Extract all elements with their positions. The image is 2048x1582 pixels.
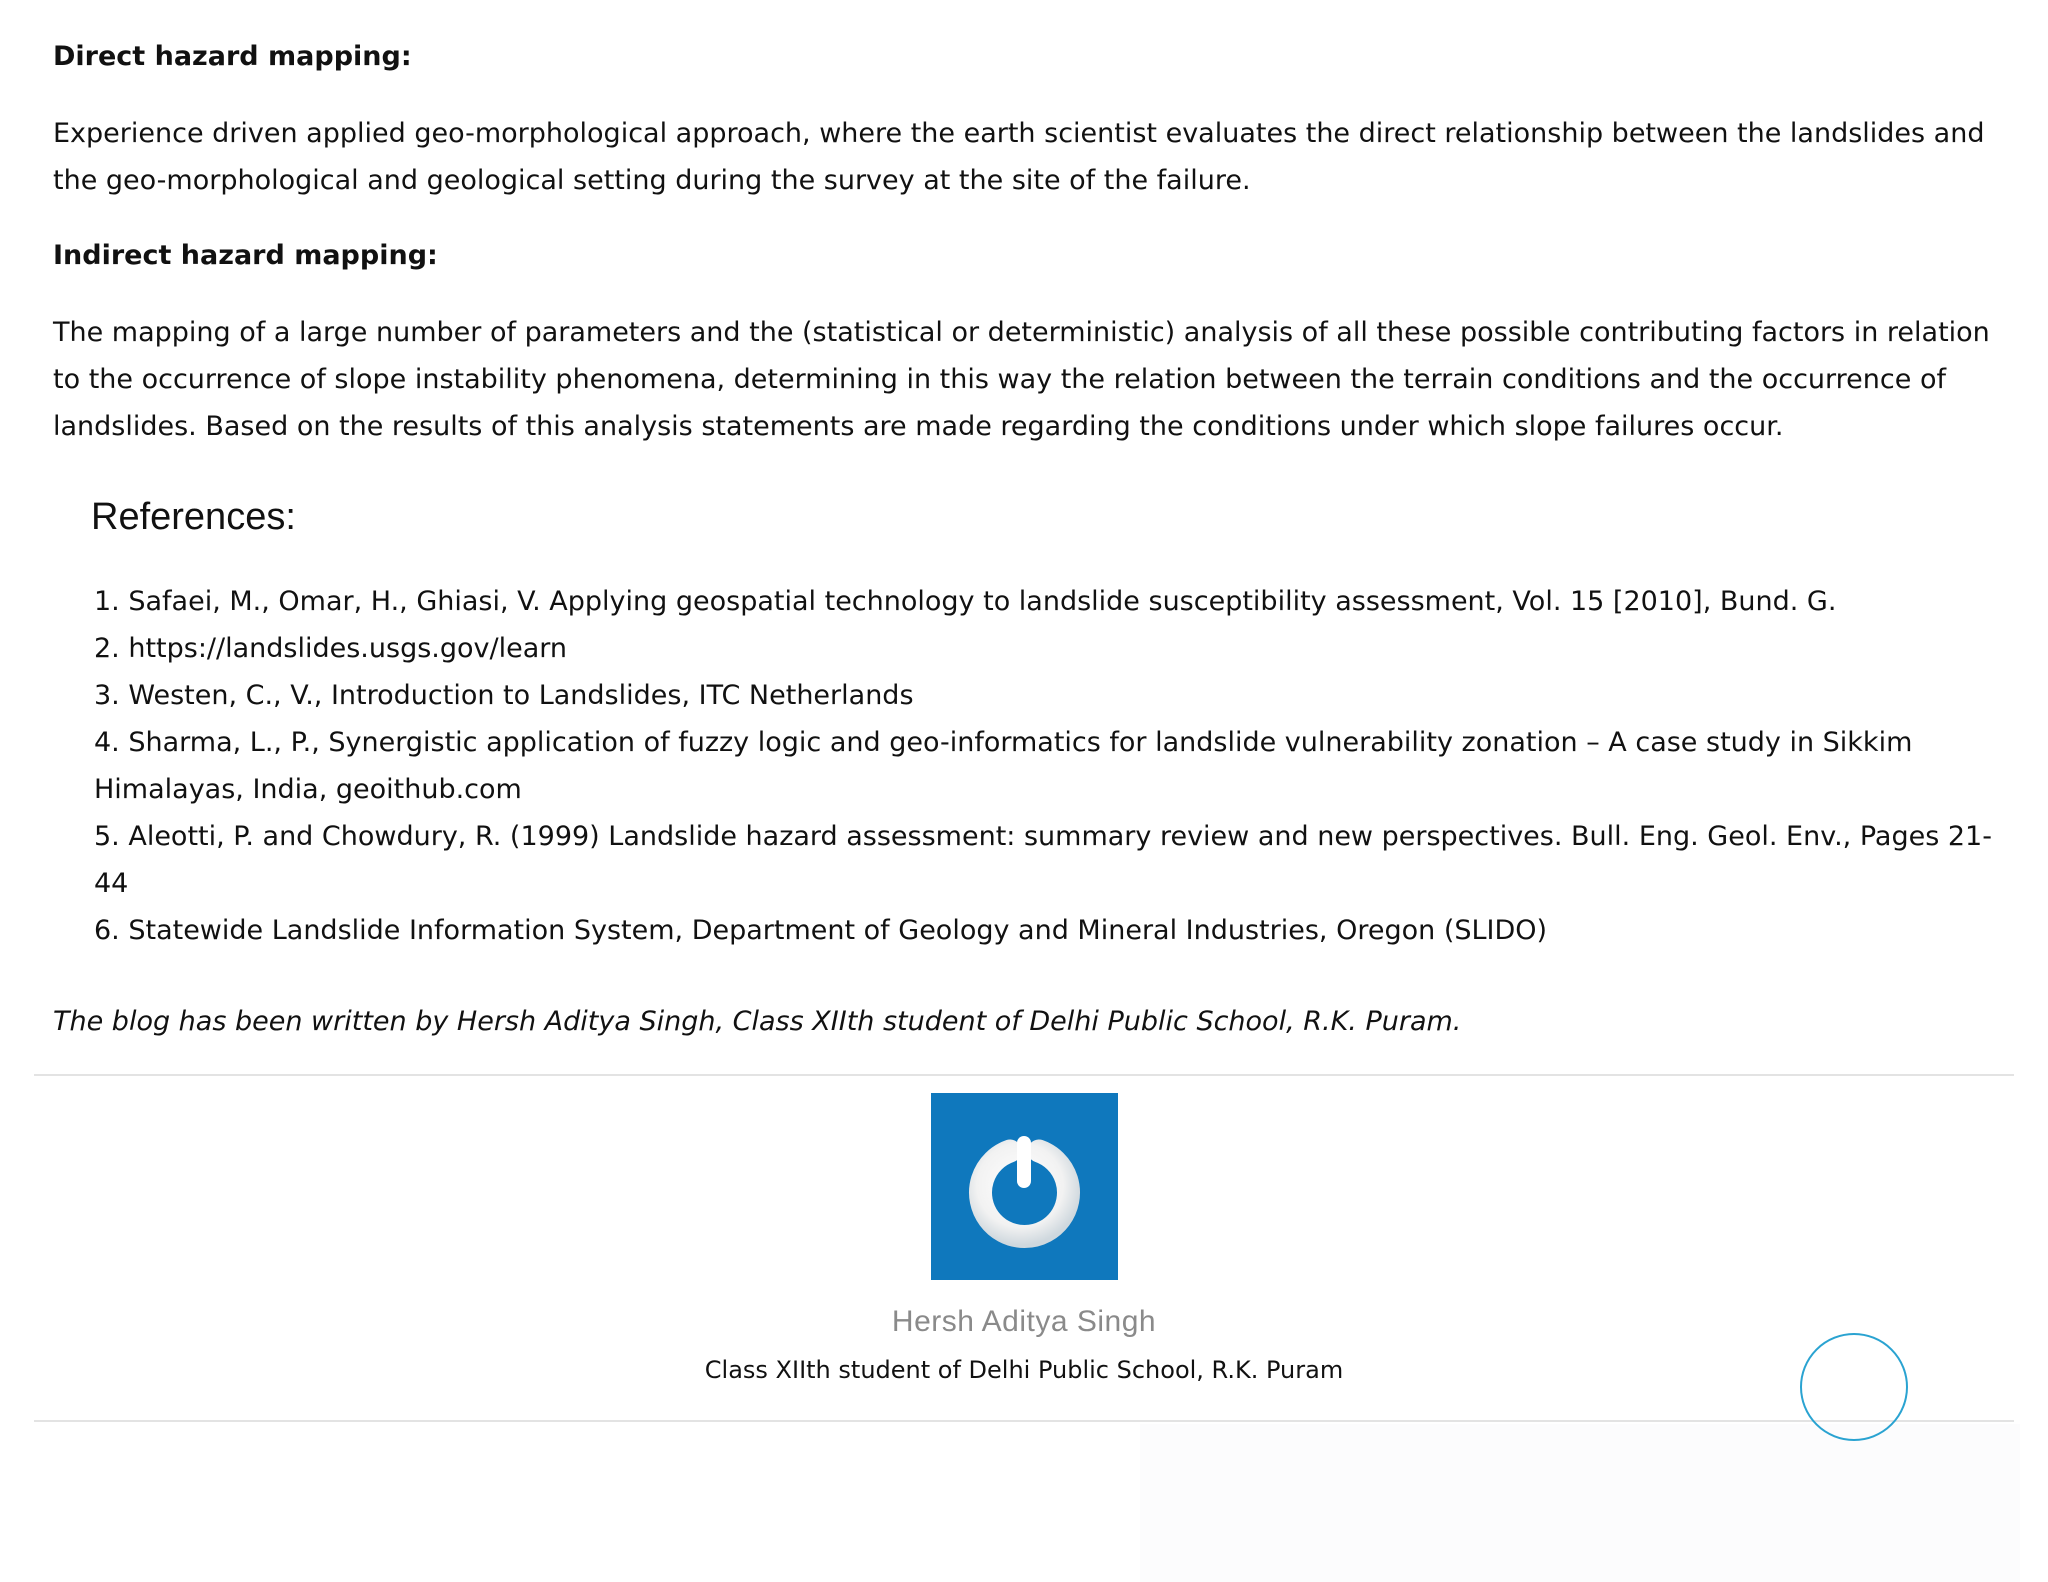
section-heading-direct: Direct hazard mapping: xyxy=(53,41,412,72)
reference-item: 1. Safaei, M., Omar, H., Ghiasi, V. Applying geospatial technology to landslide susceptibility assessment, Vol. 15 [2010], Bund. G. xyxy=(94,586,1837,617)
divider-bottom xyxy=(34,1420,2014,1422)
section-paragraph-direct: Experience driven applied geo-morphological approach, where the earth scientist evaluates the direct relationship between the landslides and the geo-morphological and geological setting during the survey at the site of the failure. xyxy=(53,118,1985,196)
footer-area xyxy=(1140,1424,2020,1582)
section-heading-indirect: Indirect hazard mapping: xyxy=(53,240,438,271)
reference-item: 4. Sharma, L., P., Synergistic application of fuzzy logic and geo-informatics for landslide vulnerability zonation – A case study in Sikkim Himalayas, India, geoithub.com xyxy=(94,727,1913,805)
reference-item: 3. Westen, C., V., Introduction to Landslides, ITC Netherlands xyxy=(94,680,914,711)
references-list xyxy=(94,578,2012,954)
scroll-circle-button[interactable] xyxy=(1800,1333,1908,1441)
author-byline: The blog has been written by Hersh Aditya Singh, Class XIIth student of Delhi Public School, R.K. Puram. xyxy=(53,1006,1462,1037)
author-name[interactable]: Hersh Aditya Singh xyxy=(891,1305,1157,1338)
power-logo-icon xyxy=(931,1093,1118,1280)
reference-item: 2. https://landslides.usgs.gov/learn xyxy=(94,633,567,664)
reference-item: 6. Statewide Landslide Information System, Department of Geology and Mineral Industries, Oregon (SLIDO) xyxy=(94,915,1548,946)
references-title: References: xyxy=(91,496,296,538)
author-description: Class XIIth student of Delhi Public School, R.K. Puram xyxy=(704,1356,1344,1384)
section-paragraph-indirect: The mapping of a large number of parameters and the (statistical or deterministic) analysis of all these possible contributing factors in relation to the occurrence of slope instability phenomena, determining in this way the relation between the terrain conditions and the occurrence of landslides. Based on the results of this analysis statements are made regarding the conditions under which slope failures occur. xyxy=(53,317,1990,442)
reference-item: 5. Aleotti, P. and Chowdury, R. (1999) Landslide hazard assessment: summary review and new perspectives. Bull. Eng. Geol. Env., Pages 21- 44 xyxy=(94,821,1992,899)
author-box xyxy=(0,1075,2048,1420)
avatar[interactable] xyxy=(931,1093,1118,1280)
